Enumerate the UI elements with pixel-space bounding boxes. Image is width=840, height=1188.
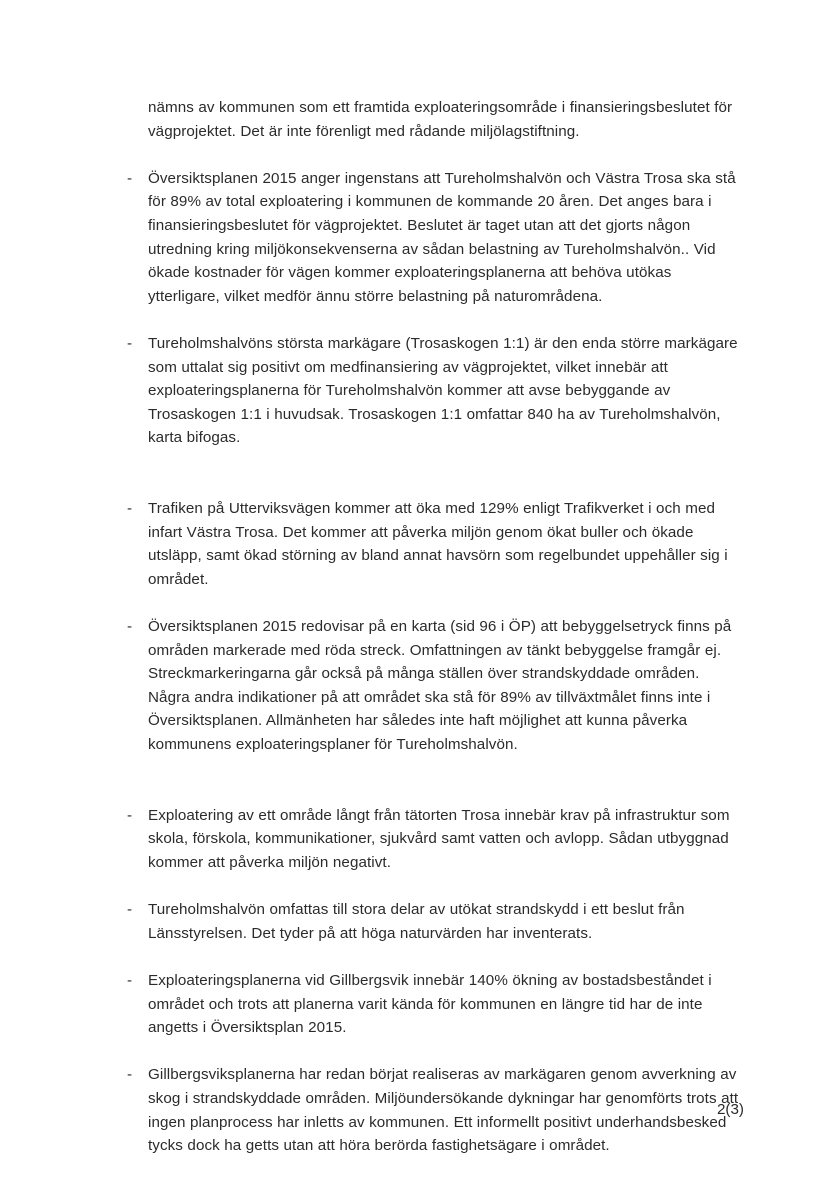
block-spacer [127, 945, 744, 969]
block-spacer [127, 591, 744, 615]
list-item-text: Tureholmshalvöns största markägare (Trosaskogen 1:1) är den enda större markägare som uttalat sig positivt om medfinansiering av vägprojektet, vilket innebär att exploateringsplanerna för Tureholmshalvön kommer att avse bebyggande av Trosaskogen 1:1 i huvudsak. Trosaskogen 1:1 omfattar 840 ha av Tureholmshalvön, karta bifogas. [148, 334, 738, 447]
list-item [127, 969, 744, 1040]
list-bullet-dash: - [127, 806, 133, 824]
page-number-footer [127, 1098, 744, 1122]
paragraph: nämns av kommunen som ett framtida exploateringsområde i finansieringsbeslutet för vägprojektet. Det är inte förenligt med rådande miljölagstiftning. [148, 99, 733, 140]
list-bullet-dash: - [127, 1066, 133, 1084]
list-item-text: Tureholmshalvön omfattas till stora delar av utökat strandskydd i ett beslut från Länsstyrelsen. Det tyder på att höga naturvärden har inventerats. [148, 901, 685, 942]
list-item-text: Översiktsplanen 2015 redovisar på en karta (sid 96 i ÖP) att bebyggelsetryck finns på områden markerade med röda streck. Omfattningen av tänkt bebyggelse framgår ej. Streckmarkeringarna går också på många ställen över strandskyddade områden. Några andra indikationer på att området ska stå för 89% av tillväxtmålet finns inte i Översiktsplanen. Allmänheten har således inte haft möjlighet att kunna påverka kommunens exploateringsplaner för Tureholmshalvön. [148, 618, 732, 754]
list-item [127, 804, 744, 875]
block-spacer [127, 450, 744, 497]
block-spacer [127, 1040, 744, 1064]
list-item-text: Exploateringsplanerna vid Gillbergsvik innebär 140% ökning av bostadsbeståndet i området och trots att planerna varit kända för kommunen en längre tid har de inte angetts i Översiktsplan 2015. [148, 971, 712, 1037]
block-spacer [127, 757, 744, 804]
list-bullet-dash: - [127, 618, 133, 636]
list-bullet-dash: - [127, 500, 133, 518]
block-spacer [127, 143, 744, 167]
block-spacer [127, 875, 744, 899]
list-item [127, 332, 744, 450]
list-bullet-dash: - [127, 901, 133, 919]
page-number: 2(3) [716, 1101, 744, 1118]
list-item-text: Gillbergsviksplanerna har redan börjat realiseras av markägaren genom avverkning av skog i strandskyddade områden. Miljöundersökande dykningar har genomförts trots att ingen planprocess har inletts av kommunen. Ett informellt positivt underhandsbesked tycks dock ha getts utan att höra berörda fastighetsägare i området. [148, 1066, 739, 1155]
list-item-text: Översiktsplanen 2015 anger ingenstans att Tureholmshalvön och Västra Trosa ska stå för 89% av total exploatering i kommunen de kommande 20 åren. Det anges bara i finansieringsbeslutet för vägprojektet. Beslutet är taget utan att det gjorts någon utredning kring miljökonsekvenserna av sådan belastning av Tureholmshalvön.. Vid ökade kostnader för vägen kommer exploateringsplanerna att behöva utökas ytterligare, vilket medför ännu större belastning på naturområdena. [148, 169, 736, 305]
list-item-text: Exploatering av ett område långt från tätorten Trosa innebär krav på infrastruktur som skola, förskola, kommunikationer, sjukvård samt vatten och avlopp. Sådan utbyggnad kommer att påverka miljön negativt. [148, 806, 730, 871]
list-item [127, 167, 744, 309]
list-item [127, 898, 744, 945]
document-body [127, 96, 744, 1158]
list-item [127, 615, 744, 757]
block-spacer [127, 308, 744, 332]
list-item [127, 497, 744, 591]
list-bullet-dash: - [127, 334, 133, 352]
list-bullet-dash: - [127, 169, 133, 187]
list-bullet-dash: - [127, 971, 133, 989]
list-item-text: Trafiken på Utterviksvägen kommer att öka med 129% enligt Trafikverket i och med infart Västra Trosa. Det kommer att påverka miljön genom ökat buller och ökade utsläpp, samt ökad störning av bland annat havsörn som regelbundet uppehåller sig i området. [148, 500, 728, 588]
